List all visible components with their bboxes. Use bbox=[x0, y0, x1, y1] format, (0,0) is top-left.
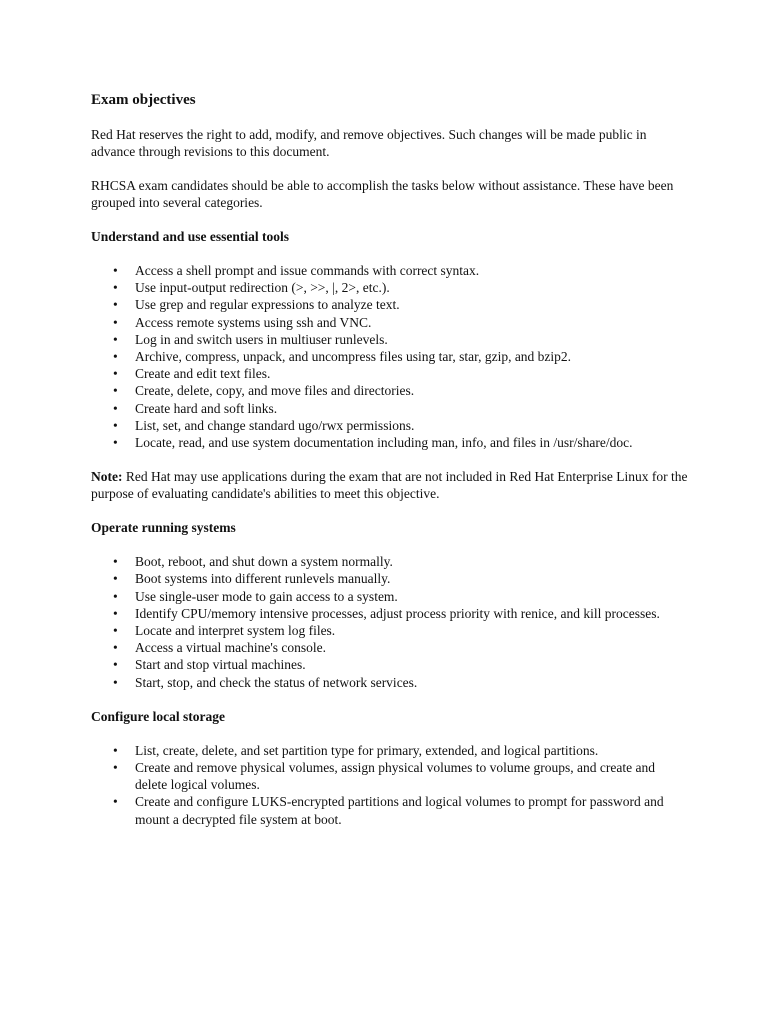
intro-paragraph-2: RHCSA exam candidates should be able to accomplish the tasks below without assistance. These have been grouped into several categories. bbox=[91, 178, 674, 210]
bullet-icon: • bbox=[113, 366, 118, 382]
section-title-storage: Configure local storage bbox=[91, 708, 225, 724]
list-item: • Access a shell prompt and issue commands with correct syntax. bbox=[113, 263, 480, 278]
list-item: • Boot, reboot, and shut down a system normally. bbox=[113, 554, 393, 570]
list-item: • Create and edit text files. bbox=[113, 366, 271, 382]
bullet-icon: • bbox=[113, 554, 118, 570]
bullet-icon: • bbox=[113, 417, 118, 433]
bullet-icon: • bbox=[113, 760, 118, 776]
note-paragraph bbox=[91, 468, 688, 502]
list-item: • Start, stop, and check the status of network services. bbox=[113, 674, 418, 690]
list-item: • Create and remove physical volumes, assign physical volumes to volume groups, and create and delete logical volumes. bbox=[113, 760, 655, 793]
bullet-icon: • bbox=[113, 383, 118, 399]
section-title-running: Operate running systems bbox=[91, 520, 236, 536]
bullet-icon: • bbox=[113, 588, 118, 604]
bullet-icon: • bbox=[113, 640, 118, 656]
list-item: • Boot systems into different runlevels manually. bbox=[113, 571, 391, 587]
bullet-icon: • bbox=[113, 263, 118, 278]
list-item: • List, create, delete, and set partition type for primary, extended, and logical partitions. bbox=[113, 742, 599, 758]
note-label: Note: bbox=[91, 469, 123, 485]
list-item: • Access remote systems using ssh and VNC. bbox=[113, 314, 372, 330]
list-item: • Locate and interpret system log files. bbox=[113, 623, 336, 639]
bullet-icon: • bbox=[113, 280, 118, 296]
bullet-icon: • bbox=[113, 349, 118, 365]
list-item: • Identify CPU/memory intensive processes, adjust process priority with renice, and kill processes. bbox=[113, 605, 660, 621]
list-item: • Create, delete, copy, and move files and directories. bbox=[113, 383, 415, 399]
list-item: • Archive, compress, unpack, and uncompress files using tar, star, gzip, and bzip2. bbox=[113, 349, 572, 365]
list-item: • Start and stop virtual machines. bbox=[113, 657, 306, 673]
bullet-icon: • bbox=[113, 435, 118, 451]
list-item: • Use grep and regular expressions to analyze text. bbox=[113, 297, 400, 313]
bullet-icon: • bbox=[113, 657, 118, 673]
page-title: Exam objectives bbox=[91, 92, 196, 108]
list-item: • Create and configure LUKS-encrypted partitions and logical volumes to prompt for password and mount a decrypted file system at boot. bbox=[113, 794, 664, 827]
bullet-icon: • bbox=[113, 297, 118, 313]
bullet-icon: • bbox=[113, 331, 118, 347]
list-item: • Use single-user mode to gain access to a system. bbox=[113, 588, 398, 604]
list-item: • List, set, and change standard ugo/rwx permissions. bbox=[113, 417, 415, 433]
list-item: • Log in and switch users in multiuser runlevels. bbox=[113, 331, 388, 347]
intro-paragraph-1: Red Hat reserves the right to add, modify, and remove objectives. Such changes will be made public in advance through revisions to this document. bbox=[91, 127, 647, 159]
bullet-icon: • bbox=[113, 623, 118, 639]
bullet-icon: • bbox=[113, 674, 118, 690]
list-item: • Access a virtual machine's console. bbox=[113, 640, 326, 656]
list-item: • Create hard and soft links. bbox=[113, 400, 278, 416]
list-item: • Locate, read, and use system documentation including man, info, and files in /usr/share/doc. bbox=[113, 435, 633, 451]
bullet-icon: • bbox=[113, 605, 118, 621]
running-list bbox=[91, 553, 688, 691]
section-title-tools: Understand and use essential tools bbox=[91, 229, 290, 244]
bullet-icon: • bbox=[113, 571, 118, 587]
bullet-icon: • bbox=[113, 742, 118, 758]
bullet-icon: • bbox=[113, 400, 118, 416]
tools-list bbox=[91, 262, 688, 451]
bullet-icon: • bbox=[113, 794, 118, 810]
list-item: • Use input-output redirection (>, >>, |, 2>, etc.). bbox=[113, 280, 390, 296]
storage-list bbox=[91, 742, 688, 828]
bullet-icon: • bbox=[113, 314, 118, 330]
note-text: Red Hat may use applications during the exam that are not included in Red Hat Enterprise Linux for the purpose of evaluating candidate's abilities to meet this objective. bbox=[91, 469, 688, 502]
